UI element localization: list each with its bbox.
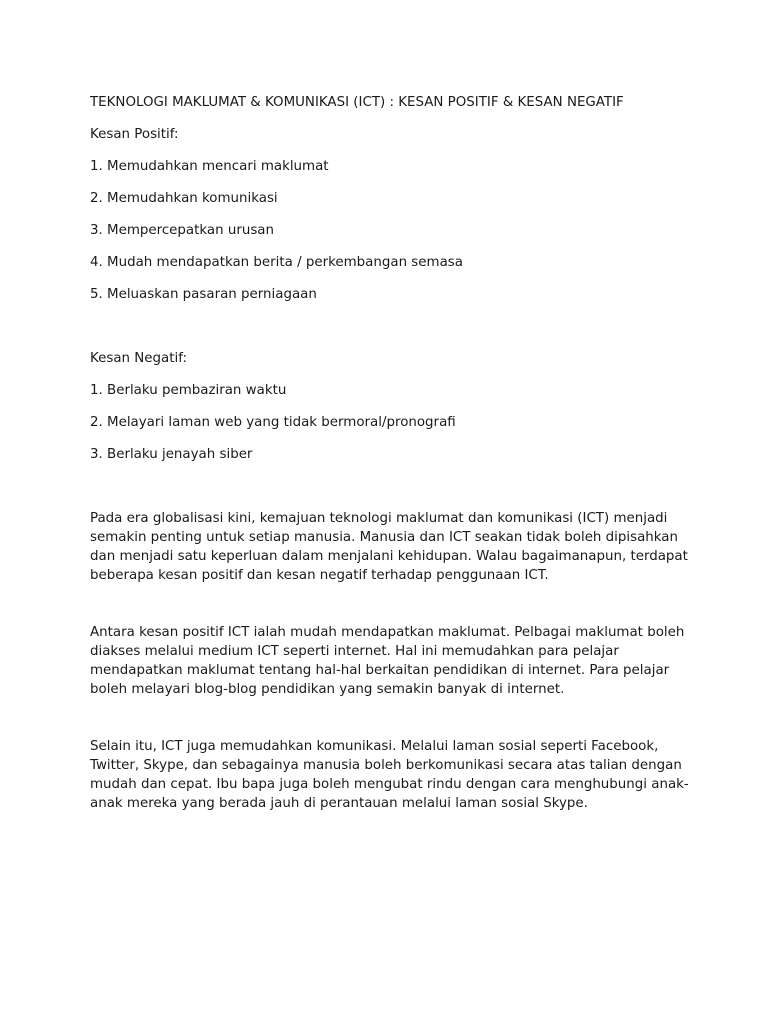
document-title: TEKNOLOGI MAKLUMAT & KOMUNIKASI (ICT) : KESAN POSITIF & KESAN NEGATIF	[90, 95, 624, 110]
positive-heading: Kesan Positif:	[90, 127, 179, 142]
positive-item: 3. Mempercepatkan urusan	[90, 223, 274, 238]
positive-item: 2. Memudahkan komunikasi	[90, 191, 278, 206]
negative-item: 3. Berlaku jenayah siber	[90, 447, 253, 462]
document-body	[90, 93, 690, 813]
positive-item: 1. Memudahkan mencari maklumat	[90, 159, 329, 174]
negative-heading: Kesan Negatif:	[90, 351, 187, 366]
positive-item: 5. Meluaskan pasaran perniagaan	[90, 287, 317, 302]
positive-item: 4. Mudah mendapatkan berita / perkembangan semasa	[90, 255, 463, 270]
paragraph-positive-communication: Selain itu, ICT juga memudahkan komunikasi. Melalui laman sosial seperti Facebook, Twitter, Skype, dan sebagainya manusia boleh berkomunikasi secara atas talian dengan mudah dan cepat. Ibu bapa juga boleh mengubat rindu dengan cara menghubungi anak-anak mereka yang berada jauh di perantauan melalui laman sosial Skype.	[90, 739, 689, 811]
negative-item: 2. Melayari laman web yang tidak bermoral/pronografi	[90, 415, 456, 430]
paragraph-positive-information: Antara kesan positif ICT ialah mudah mendapatkan maklumat. Pelbagai maklumat boleh diakses melalui medium ICT seperti internet. Hal ini memudahkan para pelajar mendapatkan maklumat tentang hal-hal berkaitan pendidikan di internet. Para pelajar boleh melayari blog-blog pendidikan yang semakin banyak di internet.	[90, 625, 685, 697]
paragraph-intro: Pada era globalisasi kini, kemajuan teknologi maklumat dan komunikasi (ICT) menjadi semakin penting untuk setiap manusia. Manusia dan ICT seakan tidak boleh dipisahkan dan menjadi satu keperluan dalam menjalani kehidupan. Walau bagaimanapun, terdapat beberapa kesan positif dan kesan negatif terhadap penggunaan ICT.	[90, 511, 688, 583]
negative-item: 1. Berlaku pembaziran waktu	[90, 383, 287, 398]
